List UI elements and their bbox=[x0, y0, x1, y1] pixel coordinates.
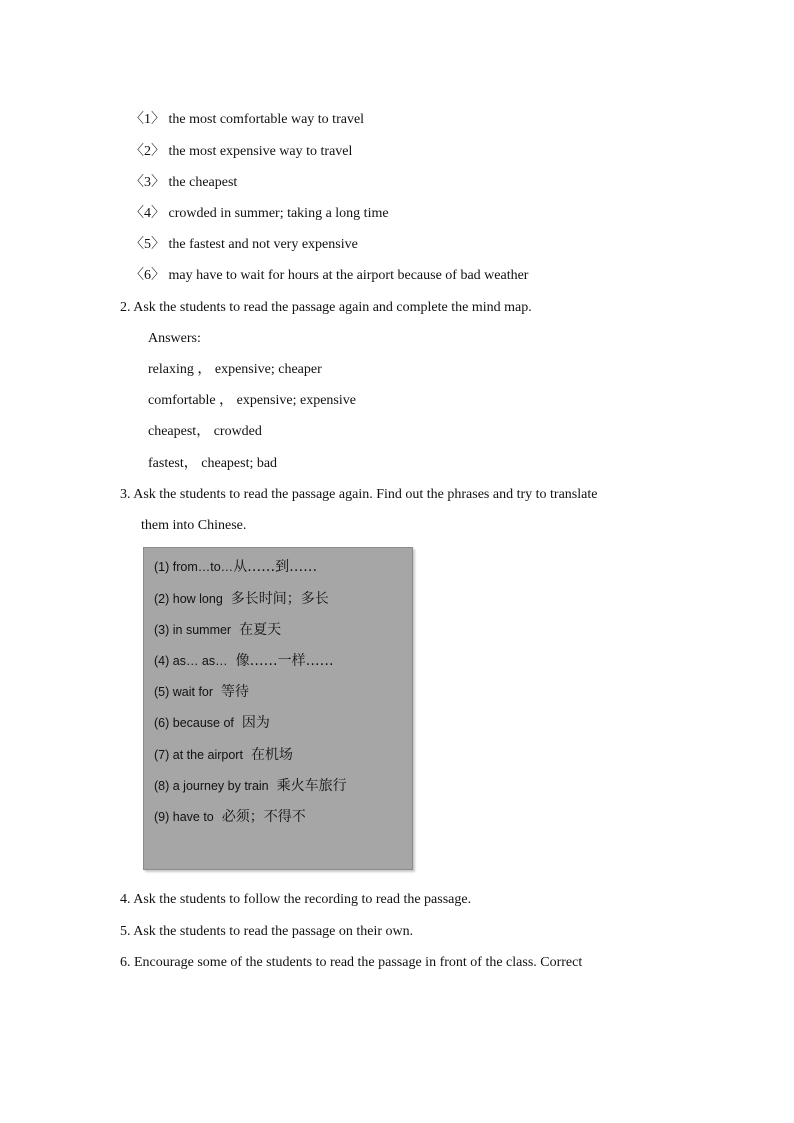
list-item: 〈6〉 may have to wait for hours at the airport because of bad weather bbox=[130, 268, 529, 283]
phrase-item bbox=[154, 777, 347, 795]
phrase-box bbox=[143, 547, 413, 870]
phrase-item bbox=[154, 558, 317, 576]
phrase-zh: 必须；不得不 bbox=[221, 809, 306, 825]
phrase-zh: 多长时间；多长 bbox=[230, 591, 329, 607]
list-item: 〈1〉 the most comfortable way to travel bbox=[130, 112, 365, 127]
phrase-zh: 在夏天 bbox=[239, 622, 282, 638]
answer-line: cheapest， crowded bbox=[148, 424, 262, 439]
phrase-en: (8) a journey by train bbox=[154, 779, 269, 793]
phrase-item bbox=[154, 590, 329, 608]
phrase-en: (5) wait for bbox=[154, 685, 214, 699]
phrase-zh: 像……一样…… bbox=[235, 653, 334, 669]
step-5-instruction: 5. Ask the students to read the passage on their own. bbox=[120, 924, 414, 939]
phrase-item bbox=[154, 746, 293, 764]
answers-label: Answers: bbox=[148, 331, 201, 346]
step-2-instruction: 2. Ask the students to read the passage again and complete the mind map. bbox=[120, 300, 532, 315]
step-6-instruction: 6. Encourage some of the students to read the passage in front of the class. Correct bbox=[120, 955, 583, 970]
phrase-item bbox=[154, 683, 249, 701]
list-item: 〈2〉 the most expensive way to travel bbox=[130, 144, 353, 159]
phrase-zh: 乘火车旅行 bbox=[276, 778, 347, 794]
phrase-en: (2) how long bbox=[154, 592, 223, 606]
phrase-item bbox=[154, 714, 270, 732]
phrase-en: (7) at the airport bbox=[154, 748, 243, 762]
answer-line: comfortable ， expensive; expensive bbox=[148, 393, 356, 408]
phrase-zh: 在机场 bbox=[250, 747, 293, 763]
phrase-en: (4) as… as… bbox=[154, 654, 228, 668]
step-4-instruction: 4. Ask the students to follow the recording to read the passage. bbox=[120, 892, 472, 907]
phrase-zh: 等待 bbox=[221, 684, 250, 700]
list-item: 〈5〉 the fastest and not very expensive bbox=[130, 237, 358, 252]
phrase-item bbox=[154, 808, 306, 826]
step-3-instruction-cont: them into Chinese. bbox=[141, 518, 247, 533]
list-item: 〈3〉 the cheapest bbox=[130, 175, 238, 190]
phrase-item bbox=[154, 621, 281, 639]
phrase-en: (1) from…to… bbox=[154, 560, 234, 574]
phrase-zh: 因为 bbox=[241, 715, 270, 731]
answer-line: relaxing ， expensive; cheaper bbox=[148, 362, 322, 377]
step-3-instruction: 3. Ask the students to read the passage again. Find out the phrases and try to translate bbox=[120, 487, 598, 502]
answer-line: fastest， cheapest; bad bbox=[148, 456, 278, 471]
list-item: 〈4〉 crowded in summer; taking a long time bbox=[130, 206, 389, 221]
phrase-en: (3) in summer bbox=[154, 623, 232, 637]
phrase-zh: 从……到…… bbox=[233, 559, 318, 575]
phrase-en: (6) because of bbox=[154, 716, 234, 730]
phrase-en: (9) have to bbox=[154, 810, 214, 824]
phrase-item bbox=[154, 652, 334, 670]
